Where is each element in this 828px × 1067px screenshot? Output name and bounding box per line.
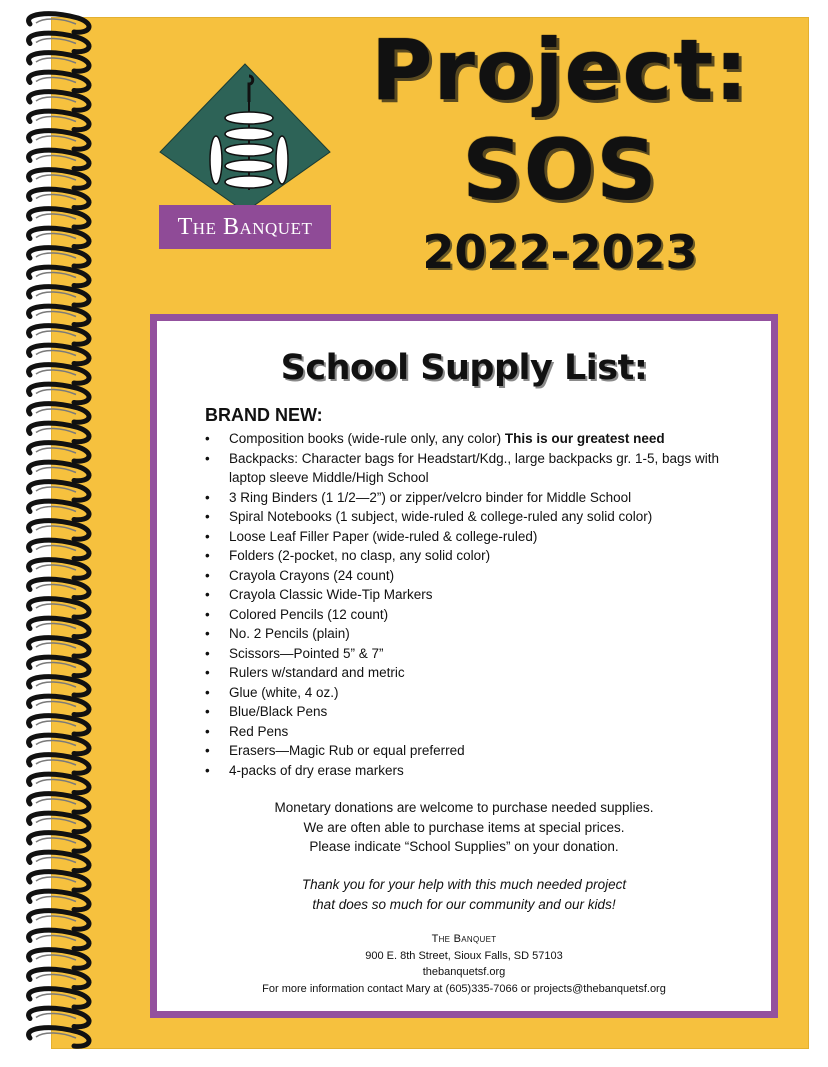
spiral-coil: [29, 1028, 89, 1047]
spiral-coil: [29, 1008, 89, 1027]
list-item-text: Scissors—Pointed 5” & 7”: [229, 645, 384, 661]
supply-list: [205, 429, 755, 780]
fish-logo-icon: [158, 62, 332, 212]
list-item-text: Folders (2-pocket, no clasp, any solid color): [229, 548, 491, 563]
spiral-coil: [29, 540, 89, 559]
spiral-coil: [29, 638, 89, 657]
spiral-coil: [29, 404, 89, 423]
list-item-text: Colored Pencils (12 count): [229, 606, 389, 622]
list-item-text: Crayola Classic Wide-Tip Markers: [229, 587, 433, 602]
footer-org: The Banquet: [431, 933, 497, 945]
spiral-coil: [29, 657, 89, 676]
spiral-coil: [29, 891, 89, 910]
banquet-logo: [158, 62, 332, 252]
spiral-coil: [29, 618, 89, 637]
spiral-coil: [29, 150, 89, 169]
list-item: [205, 663, 755, 683]
list-item: [205, 761, 755, 781]
spiral-coil: [29, 930, 89, 949]
list-item: [205, 488, 755, 508]
spiral-coil: [29, 677, 89, 696]
monetary-line: We are often able to purchase items at special prices.: [303, 819, 625, 835]
spiral-coil: [29, 735, 89, 754]
list-item: [205, 449, 755, 488]
list-item: [205, 429, 755, 449]
spiral-coil: [29, 852, 89, 871]
list-item-text: No. 2 Pencils (plain): [229, 626, 350, 641]
spiral-coil: [29, 969, 89, 988]
spiral-coil: [29, 131, 89, 150]
spiral-coil: [29, 774, 89, 793]
list-item: [205, 624, 755, 644]
list-item-text: Crayola Crayons (24 count): [229, 567, 395, 583]
spiral-coil: [29, 911, 89, 930]
list-item: [205, 605, 755, 625]
spiral-coil: [29, 521, 89, 540]
spiral-coil: [29, 755, 89, 774]
monetary-line: Monetary donations are welcome to purchase needed supplies.: [274, 800, 654, 815]
title-sos: SOS: [462, 121, 658, 219]
thanks-line: Thank you for your help with this much needed project: [301, 877, 627, 892]
thank-you-note: [157, 875, 771, 914]
list-item-text: Loose Leaf Filler Paper (wide-ruled & college-ruled): [229, 528, 538, 544]
list-item: [205, 741, 755, 761]
list-item-text: Composition books (wide-rule only, any color): [229, 431, 505, 446]
list-item: [205, 585, 755, 605]
list-item: [205, 683, 755, 703]
list-item: [205, 644, 755, 664]
list-item-text: 4-packs of dry erase markers: [229, 762, 404, 778]
spiral-coil: [29, 228, 89, 247]
list-item-text: 3 Ring Binders (1 1/2—2”) or zipper/velcro binder for Middle School: [229, 489, 632, 505]
monetary-note: [157, 798, 771, 857]
spiral-coil: [29, 345, 89, 364]
footer-address: 900 E. 8th Street, Sioux Falls, SD 57103: [365, 949, 563, 962]
list-item: [205, 527, 755, 547]
spiral-coil: [29, 72, 89, 91]
spiral-coil: [29, 111, 89, 130]
spiral-coil: [29, 267, 89, 286]
list-item-text: Red Pens: [229, 723, 289, 739]
spiral-coil: [29, 579, 89, 598]
title-project: Project:: [370, 21, 749, 119]
monetary-line: Please indicate “School Supplies” on your donation.: [309, 839, 619, 854]
spiral-coil: [29, 92, 89, 111]
spiral-binding-icon: [0, 0, 110, 1067]
list-item: [205, 546, 755, 566]
logo-label: The Banquet: [159, 205, 331, 249]
spiral-coil: [29, 170, 89, 189]
spiral-coil: [29, 189, 89, 208]
spiral-coil: [29, 560, 89, 579]
spiral-coil: [29, 423, 89, 442]
spiral-coil: [29, 989, 89, 1008]
spiral-coil: [29, 365, 89, 384]
spiral-coil: [29, 326, 89, 345]
contact-footer: [157, 931, 771, 997]
spiral-coil: [29, 794, 89, 813]
list-item-text: Backpacks: Character bags for Headstart/Kdg., large backpacks gr. 1-5, bags with laptop sleeve Middle/High School: [229, 450, 719, 485]
spiral-coil: [29, 872, 89, 891]
thanks-line: that does so much for our community and our kids!: [312, 896, 616, 912]
list-item: [205, 566, 755, 586]
list-item-text: Rulers w/standard and metric: [229, 665, 405, 680]
title-year: 2022-2023: [422, 225, 698, 279]
spiral-coil: [29, 599, 89, 618]
spiral-coil: [29, 443, 89, 462]
spiral-coil: [29, 950, 89, 969]
spiral-coil: [29, 501, 89, 520]
list-item-text: Blue/Black Pens: [229, 704, 328, 719]
list-item-emphasis: This is our greatest need: [504, 431, 665, 446]
list-item-text: Glue (white, 4 oz.): [229, 684, 339, 700]
list-item-text: Spiral Notebooks (1 subject, wide-ruled & college-ruled any solid color): [229, 509, 653, 524]
spiral-coil: [29, 306, 89, 325]
spiral-coil: [29, 384, 89, 403]
footer-contact: For more information contact Mary at (605)335-7066 or projects@thebanquetsf.org: [262, 982, 666, 995]
supply-list-box: [150, 314, 778, 1018]
brand-new-subheading: BRAND NEW:: [205, 405, 323, 425]
spiral-coil: [29, 14, 89, 33]
spiral-coil: [29, 209, 89, 228]
footer-website[interactable]: thebanquetsf.org: [422, 966, 506, 978]
spiral-coil: [29, 482, 89, 501]
list-item: [205, 507, 755, 527]
spiral-coil: [29, 716, 89, 735]
spiral-coil: [29, 248, 89, 267]
spiral-coil: [29, 833, 89, 852]
list-item: [205, 702, 755, 722]
supply-list-heading: School Supply List:: [280, 348, 648, 388]
list-item-text: Erasers—Magic Rub or equal preferred: [229, 743, 465, 758]
spiral-coil: [29, 813, 89, 832]
spiral-coil: [29, 287, 89, 306]
list-item: [205, 722, 755, 742]
spiral-coil: [29, 696, 89, 715]
spiral-coil: [29, 33, 89, 52]
spiral-coil: [29, 462, 89, 481]
spiral-coil: [29, 53, 89, 72]
